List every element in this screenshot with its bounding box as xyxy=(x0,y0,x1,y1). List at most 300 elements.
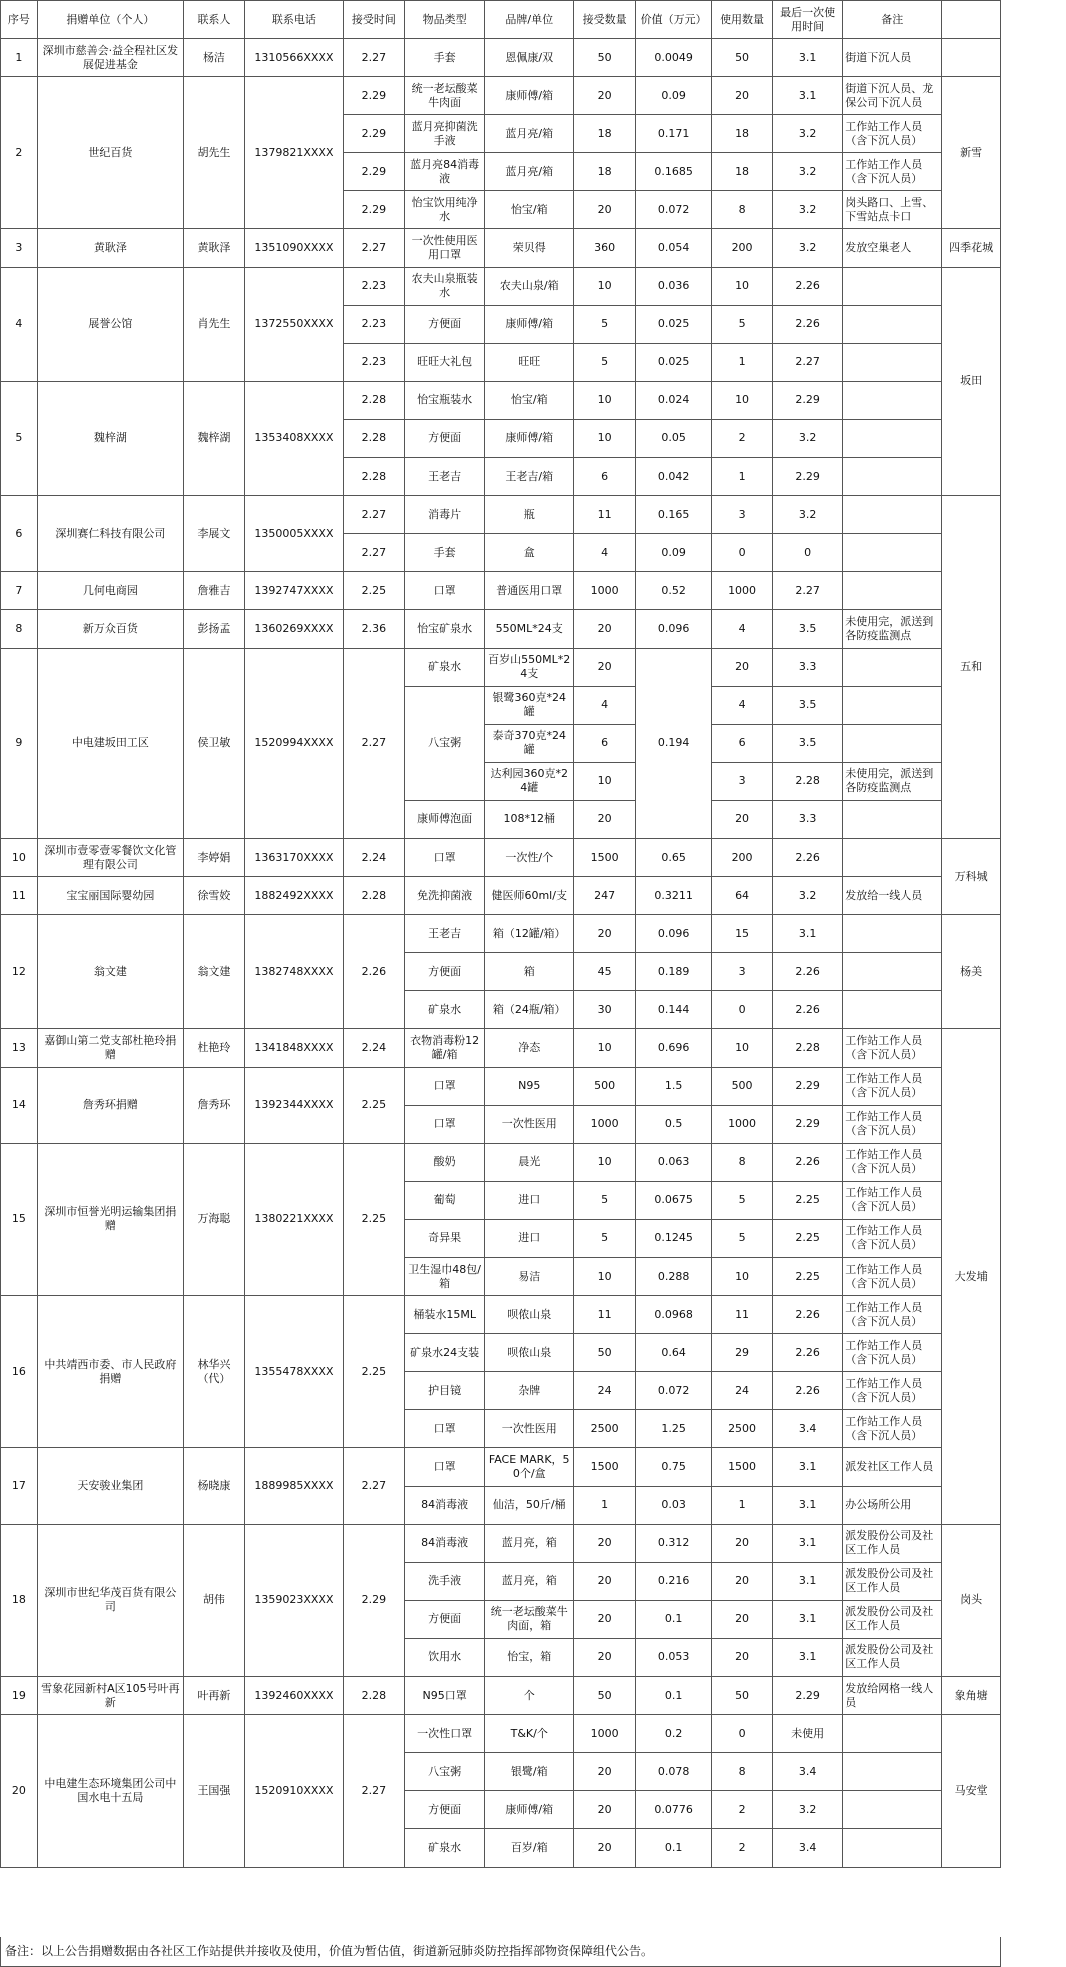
quantity-cell: 1500 xyxy=(574,1448,636,1486)
quantity-cell: 10 xyxy=(574,381,636,419)
value-cell: 0.171 xyxy=(636,115,712,153)
quantity-cell: 20 xyxy=(574,610,636,648)
seq-cell: 12 xyxy=(1,915,38,1029)
quantity-cell: 6 xyxy=(574,724,636,762)
used-count-cell: 5 xyxy=(712,1181,773,1219)
value-cell: 0.025 xyxy=(636,343,712,381)
last-use-cell: 3.1 xyxy=(773,39,843,77)
brand-cell: 一次性/个 xyxy=(485,838,574,876)
table-row xyxy=(1,267,1001,305)
column-header: 备注 xyxy=(843,1,942,39)
last-use-cell: 2.26 xyxy=(773,953,843,991)
item-type-cell: 旺旺大礼包 xyxy=(404,343,485,381)
value-cell: 0.024 xyxy=(636,381,712,419)
column-header: 接受时间 xyxy=(343,1,404,39)
contact-cell: 詹雅吉 xyxy=(183,572,244,610)
quantity-cell: 20 xyxy=(574,915,636,953)
used-count-cell: 0 xyxy=(712,534,773,572)
receive-time-cell: 2.27 xyxy=(343,39,404,77)
last-use-cell: 3.2 xyxy=(773,1791,843,1829)
item-type-cell: 矿泉水24支装 xyxy=(404,1334,485,1372)
seq-cell: 14 xyxy=(1,1067,38,1143)
remark-cell xyxy=(843,953,942,991)
seq-cell: 15 xyxy=(1,1143,38,1295)
remark-cell xyxy=(843,915,942,953)
remark-cell: 岗头路口、上雪、下雪站点卡口 xyxy=(843,191,942,229)
remark-cell xyxy=(843,267,942,305)
receive-time-cell: 2.25 xyxy=(343,1143,404,1295)
item-type-cell: 方便面 xyxy=(404,419,485,457)
item-type-cell: 蓝月亮抑菌洗手液 xyxy=(404,115,485,153)
brand-cell: 瓶 xyxy=(485,496,574,534)
brand-cell: 晨光 xyxy=(485,1143,574,1181)
donor-cell: 深圳市壹零壹零餐饮文化管理有限公司 xyxy=(37,838,183,876)
contact-cell: 杨洁 xyxy=(183,39,244,77)
quantity-cell: 20 xyxy=(574,800,636,838)
brand-cell: 杂牌 xyxy=(485,1372,574,1410)
last-use-cell: 2.29 xyxy=(773,458,843,496)
table-row xyxy=(1,648,1001,686)
value-cell: 0.054 xyxy=(636,229,712,267)
quantity-cell: 50 xyxy=(574,1677,636,1715)
remark-cell xyxy=(843,686,942,724)
used-count-cell: 1000 xyxy=(712,1105,773,1143)
value-cell: 0.1 xyxy=(636,1829,712,1867)
item-type-cell: 怡宝矿泉水 xyxy=(404,610,485,648)
brand-cell: 呗侬山泉 xyxy=(485,1334,574,1372)
brand-cell: 个 xyxy=(485,1677,574,1715)
donor-cell: 詹秀环捐赠 xyxy=(37,1067,183,1143)
used-count-cell: 10 xyxy=(712,267,773,305)
donor-cell: 魏梓湖 xyxy=(37,381,183,495)
item-type-cell: 八宝粥 xyxy=(404,686,485,800)
used-count-cell: 1 xyxy=(712,458,773,496)
item-type-cell: 一次性使用医用口罩 xyxy=(404,229,485,267)
used-count-cell: 3 xyxy=(712,953,773,991)
quantity-cell: 1000 xyxy=(574,1105,636,1143)
item-type-cell: 矿泉水 xyxy=(404,1829,485,1867)
quantity-cell: 18 xyxy=(574,153,636,191)
area-cell xyxy=(942,39,1001,77)
value-cell: 0.096 xyxy=(636,610,712,648)
contact-cell: 肖先生 xyxy=(183,267,244,381)
table-row xyxy=(1,1143,1001,1181)
used-count-cell: 20 xyxy=(712,77,773,115)
seq-cell: 19 xyxy=(1,1677,38,1715)
receive-time-cell: 2.25 xyxy=(343,1296,404,1448)
used-count-cell: 0 xyxy=(712,1715,773,1753)
last-use-cell: 2.29 xyxy=(773,1677,843,1715)
quantity-cell: 50 xyxy=(574,39,636,77)
item-type-cell: 方便面 xyxy=(404,953,485,991)
remark-cell xyxy=(843,419,942,457)
quantity-cell: 4 xyxy=(574,686,636,724)
remark-cell: 工作站工作人员（含下沉人员） xyxy=(843,153,942,191)
brand-cell: T&K/个 xyxy=(485,1715,574,1753)
last-use-cell: 2.29 xyxy=(773,381,843,419)
item-type-cell: N95口罩 xyxy=(404,1677,485,1715)
remark-cell xyxy=(843,1791,942,1829)
value-cell: 0.036 xyxy=(636,267,712,305)
last-use-cell: 3.1 xyxy=(773,1638,843,1676)
receive-time-cell: 2.27 xyxy=(343,648,404,838)
value-cell: 0.64 xyxy=(636,1334,712,1372)
value-cell: 0.65 xyxy=(636,838,712,876)
table-row xyxy=(1,1067,1001,1105)
remark-cell xyxy=(843,572,942,610)
item-type-cell: 方便面 xyxy=(404,305,485,343)
donor-cell: 嘉御山第二党支部杜艳玲捐赠 xyxy=(37,1029,183,1067)
brand-cell: 达利园360克*24罐 xyxy=(485,762,574,800)
column-header: 最后一次使用时间 xyxy=(773,1,843,39)
table-row xyxy=(1,1677,1001,1715)
used-count-cell: 2500 xyxy=(712,1410,773,1448)
phone-cell: 1520910XXXX xyxy=(244,1715,343,1867)
value-cell: 1.25 xyxy=(636,1410,712,1448)
brand-cell: N95 xyxy=(485,1067,574,1105)
item-type-cell: 方便面 xyxy=(404,1600,485,1638)
value-cell: 0.025 xyxy=(636,305,712,343)
area-cell: 坂田 xyxy=(942,267,1001,496)
column-header: 物品类型 xyxy=(404,1,485,39)
item-type-cell: 王老吉 xyxy=(404,915,485,953)
footnote: 备注：以上公告捐赠数据由各社区工作站提供并接收及使用，价值为暂估值，街道新冠肺炎防控指挥部物资保障组代公告。 xyxy=(0,1937,1001,1967)
remark-cell: 工作站工作人员（含下沉人员） xyxy=(843,1067,942,1105)
table-header-row xyxy=(1,1,1001,39)
contact-cell: 侯卫敏 xyxy=(183,648,244,838)
receive-time-cell: 2.26 xyxy=(343,915,404,1029)
quantity-cell: 10 xyxy=(574,1258,636,1296)
remark-cell: 派发股份公司及社区工作人员 xyxy=(843,1524,942,1562)
brand-cell: 银鹭/箱 xyxy=(485,1753,574,1791)
quantity-cell: 20 xyxy=(574,191,636,229)
brand-cell: 易洁 xyxy=(485,1258,574,1296)
used-count-cell: 8 xyxy=(712,191,773,229)
receive-time-cell: 2.27 xyxy=(343,1715,404,1867)
used-count-cell: 6 xyxy=(712,724,773,762)
item-type-cell: 八宝粥 xyxy=(404,1753,485,1791)
remark-cell: 工作站工作人员（含下沉人员） xyxy=(843,1181,942,1219)
last-use-cell: 3.5 xyxy=(773,686,843,724)
quantity-cell: 20 xyxy=(574,1791,636,1829)
table-row xyxy=(1,39,1001,77)
table-row xyxy=(1,610,1001,648)
donor-cell: 黄耿泽 xyxy=(37,229,183,267)
contact-cell: 王国强 xyxy=(183,1715,244,1867)
last-use-cell: 3.4 xyxy=(773,1753,843,1791)
donor-cell: 中共靖西市委、市人民政府捐赠 xyxy=(37,1296,183,1448)
last-use-cell: 2.26 xyxy=(773,1296,843,1334)
item-type-cell: 84消毒液 xyxy=(404,1486,485,1524)
remark-cell: 工作站工作人员（含下沉人员） xyxy=(843,1334,942,1372)
last-use-cell: 3.2 xyxy=(773,496,843,534)
item-type-cell: 卫生湿巾48包/箱 xyxy=(404,1258,485,1296)
remark-cell xyxy=(843,838,942,876)
last-use-cell: 2.28 xyxy=(773,1029,843,1067)
last-use-cell: 2.27 xyxy=(773,343,843,381)
column-header: 接受数量 xyxy=(574,1,636,39)
used-count-cell: 200 xyxy=(712,838,773,876)
value-cell: 0.072 xyxy=(636,191,712,229)
receive-time-cell: 2.27 xyxy=(343,1448,404,1524)
last-use-cell: 3.4 xyxy=(773,1410,843,1448)
donor-cell: 深圳市慈善会·益全程社区发展促进基金 xyxy=(37,39,183,77)
item-type-cell: 统一老坛酸菜牛肉面 xyxy=(404,77,485,115)
used-count-cell: 10 xyxy=(712,1258,773,1296)
phone-cell: 1341848XXXX xyxy=(244,1029,343,1067)
item-type-cell: 口罩 xyxy=(404,1410,485,1448)
quantity-cell: 10 xyxy=(574,419,636,457)
value-cell: 0.096 xyxy=(636,915,712,953)
donor-cell: 几何电商园 xyxy=(37,572,183,610)
area-cell: 大发埔 xyxy=(942,1029,1001,1524)
used-count-cell: 2 xyxy=(712,1791,773,1829)
table-row xyxy=(1,496,1001,534)
area-cell: 杨美 xyxy=(942,915,1001,1029)
remark-cell xyxy=(843,305,942,343)
item-type-cell: 一次性口罩 xyxy=(404,1715,485,1753)
contact-cell: 胡伟 xyxy=(183,1524,244,1676)
used-count-cell: 1000 xyxy=(712,572,773,610)
value-cell: 0.216 xyxy=(636,1562,712,1600)
brand-cell: 康师傅/箱 xyxy=(485,1791,574,1829)
used-count-cell: 50 xyxy=(712,1677,773,1715)
used-count-cell: 20 xyxy=(712,648,773,686)
brand-cell: 怡宝/箱 xyxy=(485,191,574,229)
quantity-cell: 5 xyxy=(574,1219,636,1257)
last-use-cell: 2.26 xyxy=(773,1143,843,1181)
table-row xyxy=(1,1448,1001,1486)
item-type-cell: 康师傅泡面 xyxy=(404,800,485,838)
used-count-cell: 15 xyxy=(712,915,773,953)
used-count-cell: 0 xyxy=(712,991,773,1029)
receive-time-cell: 2.29 xyxy=(343,77,404,115)
item-type-cell: 怡宝瓶装水 xyxy=(404,381,485,419)
last-use-cell: 2.25 xyxy=(773,1258,843,1296)
remark-cell xyxy=(843,991,942,1029)
value-cell: 0.0968 xyxy=(636,1296,712,1334)
column-header: 联系电话 xyxy=(244,1,343,39)
last-use-cell: 0 xyxy=(773,534,843,572)
item-type-cell: 葡萄 xyxy=(404,1181,485,1219)
receive-time-cell: 2.24 xyxy=(343,1029,404,1067)
used-count-cell: 3 xyxy=(712,496,773,534)
value-cell: 0.05 xyxy=(636,419,712,457)
value-cell: 0.078 xyxy=(636,1753,712,1791)
remark-cell: 工作站工作人员（含下沉人员） xyxy=(843,1219,942,1257)
contact-cell: 林华兴（代） xyxy=(183,1296,244,1448)
quantity-cell: 20 xyxy=(574,648,636,686)
remark-cell: 发放给一线人员 xyxy=(843,877,942,915)
value-cell: 0.1685 xyxy=(636,153,712,191)
remark-cell: 发放给网格一线人员 xyxy=(843,1677,942,1715)
brand-cell: 健医师60ml/支 xyxy=(485,877,574,915)
remark-cell: 派发股份公司及社区工作人员 xyxy=(843,1562,942,1600)
table-row xyxy=(1,381,1001,419)
remark-cell: 派发社区工作人员 xyxy=(843,1448,942,1486)
seq-cell: 18 xyxy=(1,1524,38,1676)
last-use-cell: 3.2 xyxy=(773,229,843,267)
last-use-cell: 2.26 xyxy=(773,305,843,343)
last-use-cell: 3.1 xyxy=(773,1524,843,1562)
item-type-cell: 矿泉水 xyxy=(404,991,485,1029)
brand-cell: 一次性医用 xyxy=(485,1105,574,1143)
column-header: 捐赠单位（个人） xyxy=(37,1,183,39)
used-count-cell: 18 xyxy=(712,115,773,153)
seq-cell: 16 xyxy=(1,1296,38,1448)
remark-cell: 工作站工作人员（含下沉人员） xyxy=(843,1258,942,1296)
last-use-cell: 3.2 xyxy=(773,191,843,229)
quantity-cell: 1000 xyxy=(574,1715,636,1753)
brand-cell: 怡宝/箱 xyxy=(485,381,574,419)
item-type-cell: 洗手液 xyxy=(404,1562,485,1600)
used-count-cell: 50 xyxy=(712,39,773,77)
quantity-cell: 5 xyxy=(574,343,636,381)
donor-cell: 展誉公馆 xyxy=(37,267,183,381)
area-cell: 象角塘 xyxy=(942,1677,1001,1715)
quantity-cell: 10 xyxy=(574,1029,636,1067)
column-header: 价值（万元） xyxy=(636,1,712,39)
phone-cell: 1363170XXXX xyxy=(244,838,343,876)
item-type-cell: 奇异果 xyxy=(404,1219,485,1257)
used-count-cell: 20 xyxy=(712,1600,773,1638)
receive-time-cell: 2.28 xyxy=(343,458,404,496)
receive-time-cell: 2.29 xyxy=(343,191,404,229)
column-header: 品牌/单位 xyxy=(485,1,574,39)
brand-cell: 百岁山550ML*24支 xyxy=(485,648,574,686)
column-header xyxy=(942,1,1001,39)
quantity-cell: 20 xyxy=(574,1638,636,1676)
phone-cell: 1310566XXXX xyxy=(244,39,343,77)
phone-cell: 1392460XXXX xyxy=(244,1677,343,1715)
quantity-cell: 1 xyxy=(574,1486,636,1524)
donor-cell: 深圳市世纪华茂百货有限公司 xyxy=(37,1524,183,1676)
receive-time-cell: 2.23 xyxy=(343,267,404,305)
value-cell: 0.0049 xyxy=(636,39,712,77)
receive-time-cell: 2.36 xyxy=(343,610,404,648)
brand-cell: 一次性医用 xyxy=(485,1410,574,1448)
value-cell: 0.0675 xyxy=(636,1181,712,1219)
donor-cell: 天安骏业集团 xyxy=(37,1448,183,1524)
receive-time-cell: 2.23 xyxy=(343,305,404,343)
remark-cell xyxy=(843,724,942,762)
phone-cell: 1382748XXXX xyxy=(244,915,343,1029)
last-use-cell: 3.2 xyxy=(773,877,843,915)
item-type-cell: 饮用水 xyxy=(404,1638,485,1676)
value-cell: 0.5 xyxy=(636,1105,712,1143)
remark-cell: 街道下沉人员、龙保公司下沉人员 xyxy=(843,77,942,115)
receive-time-cell: 2.29 xyxy=(343,115,404,153)
contact-cell: 翁文建 xyxy=(183,915,244,1029)
value-cell: 0.053 xyxy=(636,1638,712,1676)
donor-cell: 世纪百货 xyxy=(37,77,183,229)
value-cell: 0.288 xyxy=(636,1258,712,1296)
quantity-cell: 360 xyxy=(574,229,636,267)
brand-cell: 108*12桶 xyxy=(485,800,574,838)
item-type-cell: 王老吉 xyxy=(404,458,485,496)
quantity-cell: 11 xyxy=(574,496,636,534)
used-count-cell: 11 xyxy=(712,1296,773,1334)
used-count-cell: 4 xyxy=(712,686,773,724)
last-use-cell: 3.1 xyxy=(773,915,843,953)
remark-cell xyxy=(843,381,942,419)
quantity-cell: 11 xyxy=(574,1296,636,1334)
last-use-cell: 3.1 xyxy=(773,1448,843,1486)
used-count-cell: 1 xyxy=(712,1486,773,1524)
quantity-cell: 20 xyxy=(574,1524,636,1562)
used-count-cell: 8 xyxy=(712,1753,773,1791)
value-cell: 0.072 xyxy=(636,1372,712,1410)
remark-cell: 未使用完，派送到各防疫监测点 xyxy=(843,762,942,800)
used-count-cell: 5 xyxy=(712,1219,773,1257)
seq-cell: 17 xyxy=(1,1448,38,1524)
value-cell: 0.3211 xyxy=(636,877,712,915)
donor-cell: 翁文建 xyxy=(37,915,183,1029)
seq-cell: 11 xyxy=(1,877,38,915)
item-type-cell: 护目镜 xyxy=(404,1372,485,1410)
last-use-cell: 2.26 xyxy=(773,1334,843,1372)
phone-cell: 1392344XXXX xyxy=(244,1067,343,1143)
brand-cell: 箱 xyxy=(485,953,574,991)
area-cell: 万科城 xyxy=(942,838,1001,914)
brand-cell: 银鹭360克*24罐 xyxy=(485,686,574,724)
last-use-cell: 未使用 xyxy=(773,1715,843,1753)
used-count-cell: 500 xyxy=(712,1067,773,1105)
brand-cell: 恩佩康/双 xyxy=(485,39,574,77)
used-count-cell: 64 xyxy=(712,877,773,915)
brand-cell: 普通医用口罩 xyxy=(485,572,574,610)
value-cell: 0.312 xyxy=(636,1524,712,1562)
contact-cell: 黄耿泽 xyxy=(183,229,244,267)
brand-cell: 怡宝，箱 xyxy=(485,1638,574,1676)
used-count-cell: 24 xyxy=(712,1372,773,1410)
value-cell: 0.0776 xyxy=(636,1791,712,1829)
remark-cell: 工作站工作人员（含下沉人员） xyxy=(843,1105,942,1143)
seq-cell: 8 xyxy=(1,610,38,648)
remark-cell xyxy=(843,1829,942,1867)
value-cell: 0.1 xyxy=(636,1677,712,1715)
brand-cell: 农夫山泉/箱 xyxy=(485,267,574,305)
phone-cell: 1889985XXXX xyxy=(244,1448,343,1524)
item-type-cell: 消毒片 xyxy=(404,496,485,534)
receive-time-cell: 2.27 xyxy=(343,229,404,267)
last-use-cell: 2.26 xyxy=(773,267,843,305)
brand-cell: 荣贝得 xyxy=(485,229,574,267)
brand-cell: 550ML*24支 xyxy=(485,610,574,648)
remark-cell xyxy=(843,800,942,838)
brand-cell: 泰奇370克*24罐 xyxy=(485,724,574,762)
area-cell: 岗头 xyxy=(942,1524,1001,1676)
brand-cell: 王老吉/箱 xyxy=(485,458,574,496)
seq-cell: 1 xyxy=(1,39,38,77)
seq-cell: 13 xyxy=(1,1029,38,1067)
quantity-cell: 18 xyxy=(574,115,636,153)
item-type-cell: 口罩 xyxy=(404,1105,485,1143)
used-count-cell: 20 xyxy=(712,1562,773,1600)
last-use-cell: 2.26 xyxy=(773,991,843,1029)
brand-cell: 进口 xyxy=(485,1219,574,1257)
phone-cell: 1359023XXXX xyxy=(244,1524,343,1676)
quantity-cell: 1500 xyxy=(574,838,636,876)
value-cell: 0.042 xyxy=(636,458,712,496)
used-count-cell: 8 xyxy=(712,1143,773,1181)
used-count-cell: 20 xyxy=(712,1524,773,1562)
remark-cell xyxy=(843,496,942,534)
receive-time-cell: 2.28 xyxy=(343,877,404,915)
quantity-cell: 10 xyxy=(574,762,636,800)
last-use-cell: 2.26 xyxy=(773,838,843,876)
phone-cell: 1372550XXXX xyxy=(244,267,343,381)
